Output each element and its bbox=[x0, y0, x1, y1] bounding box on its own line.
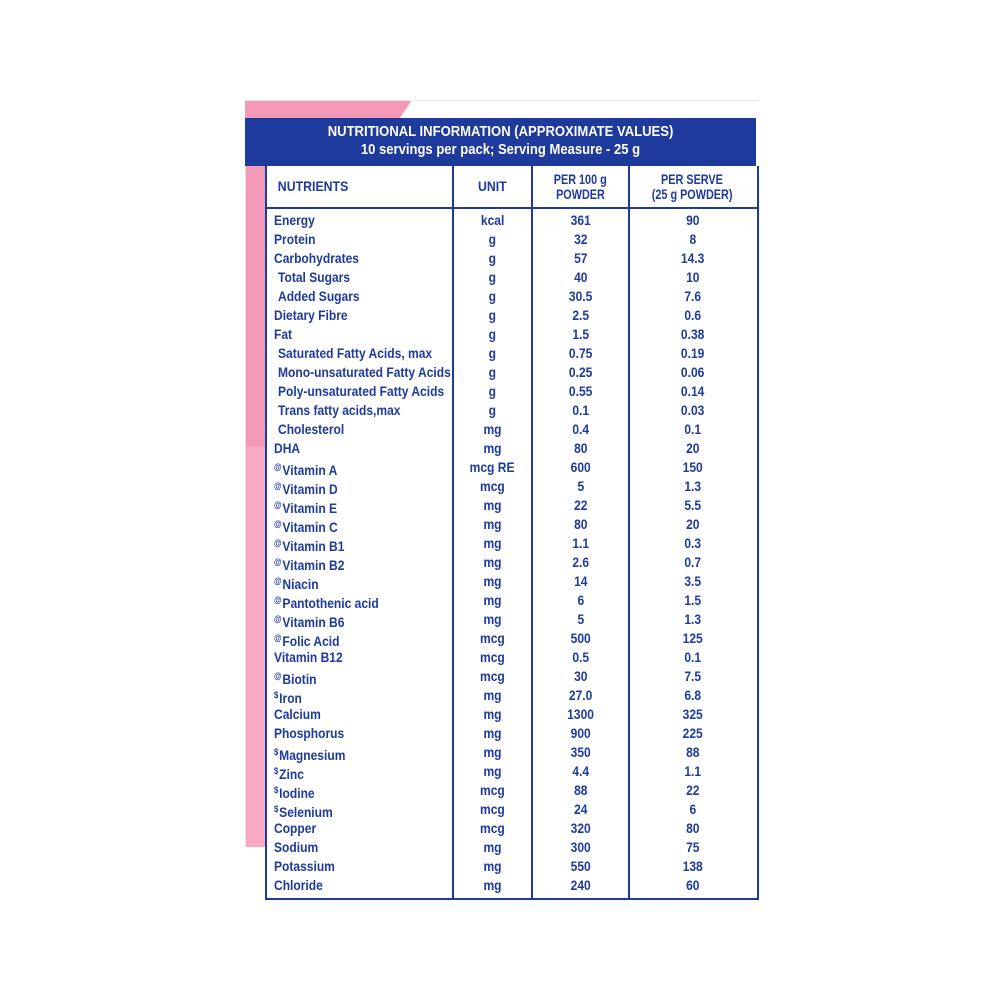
pink-accent-side bbox=[245, 147, 265, 847]
nutrient-name bbox=[274, 591, 396, 610]
header-divider bbox=[267, 207, 757, 209]
value-per-100g: 361 bbox=[570, 212, 591, 228]
table-row bbox=[267, 496, 757, 515]
table-row bbox=[267, 876, 757, 895]
footnote-mark: @ bbox=[274, 481, 282, 491]
value-per-100g: 240 bbox=[570, 877, 591, 893]
nutrient-unit: mg bbox=[483, 725, 502, 741]
value-per-serve: 22 bbox=[685, 782, 700, 798]
nutrient-name bbox=[274, 572, 326, 591]
nutrition-table bbox=[265, 166, 759, 900]
value-per-100g: 300 bbox=[570, 839, 591, 855]
value-per-100g: 5 bbox=[577, 478, 584, 494]
nutrient-unit: mg bbox=[483, 497, 502, 513]
nutrient-label: Copper bbox=[274, 820, 317, 836]
nutrient-unit: mcg bbox=[480, 630, 505, 646]
footnote-mark: $ bbox=[274, 690, 279, 700]
table-row bbox=[267, 439, 757, 458]
value-per-serve: 20 bbox=[685, 516, 700, 532]
nutrient-label: Vitamin B12 bbox=[274, 649, 343, 665]
nutrient-unit: mcg bbox=[480, 801, 505, 817]
table-row bbox=[267, 211, 757, 230]
value-per-serve: 3.5 bbox=[684, 573, 701, 589]
nutrient-label: Chloride bbox=[274, 877, 323, 893]
nutrient-unit: mcg bbox=[480, 820, 505, 836]
nutrient-label: DHA bbox=[274, 440, 301, 456]
pink-accent-top bbox=[245, 100, 757, 118]
nutrient-label: Saturated Fatty Acids, max bbox=[278, 345, 433, 361]
nutrient-unit: g bbox=[488, 231, 497, 247]
nutrient-unit: mg bbox=[483, 516, 502, 532]
nutrient-unit: mg bbox=[483, 877, 502, 893]
table-row bbox=[267, 800, 757, 819]
column-header-unit: UNIT bbox=[478, 178, 507, 194]
table-row bbox=[267, 230, 757, 249]
nutrient-name bbox=[274, 477, 348, 496]
serving-info: 10 servings per pack; Serving Measure - 25 g bbox=[360, 142, 641, 158]
value-per-serve: 0.7 bbox=[684, 554, 701, 570]
value-per-serve: 1.1 bbox=[684, 763, 701, 779]
nutrient-name bbox=[278, 363, 479, 382]
nutrient-unit: mg bbox=[483, 858, 502, 874]
nutrient-unit: mcg bbox=[480, 668, 505, 684]
nutrient-label: Mono-unsaturated Fatty Acids bbox=[278, 364, 451, 380]
nutrient-label: Calcium bbox=[274, 706, 321, 722]
table-row bbox=[267, 477, 757, 496]
nutrient-label: Sodium bbox=[274, 839, 319, 855]
table-row bbox=[267, 610, 757, 629]
table-row bbox=[267, 325, 757, 344]
nutrient-name bbox=[278, 401, 420, 420]
value-per-serve: 80 bbox=[685, 820, 700, 836]
value-per-100g: 32 bbox=[573, 231, 588, 247]
nutrient-unit: mg bbox=[483, 706, 502, 722]
table-row bbox=[267, 838, 757, 857]
value-per-100g: 500 bbox=[570, 630, 591, 646]
nutrient-unit: g bbox=[488, 345, 497, 361]
value-per-100g: 30.5 bbox=[568, 288, 593, 304]
nutrient-name bbox=[274, 230, 322, 249]
nutrient-name bbox=[274, 781, 321, 800]
nutrient-name bbox=[274, 534, 356, 553]
table-row bbox=[267, 724, 757, 743]
value-per-serve: 8 bbox=[689, 231, 696, 247]
nutrient-unit: mg bbox=[483, 421, 502, 437]
nutrient-name bbox=[278, 268, 362, 287]
footnote-mark: $ bbox=[274, 804, 279, 814]
value-per-serve: 225 bbox=[682, 725, 703, 741]
nutrient-name bbox=[274, 211, 321, 230]
nutrient-name bbox=[274, 705, 328, 724]
table-row bbox=[267, 268, 757, 287]
footnote-mark: @ bbox=[274, 614, 282, 624]
nutrient-label: Fat bbox=[274, 326, 293, 342]
value-per-100g: 550 bbox=[570, 858, 591, 874]
table-row bbox=[267, 534, 757, 553]
value-per-serve: 125 bbox=[682, 630, 703, 646]
nutrient-unit: mcg bbox=[480, 782, 505, 798]
nutrient-label: Cholesterol bbox=[278, 421, 345, 437]
table-row bbox=[267, 686, 757, 705]
nutrient-label: Protein bbox=[274, 231, 316, 247]
table-row bbox=[267, 249, 757, 268]
value-per-100g: 600 bbox=[570, 459, 591, 475]
value-per-100g: 0.4 bbox=[572, 421, 589, 437]
nutrient-unit: g bbox=[488, 307, 497, 323]
value-per-serve: 75 bbox=[685, 839, 700, 855]
nutrient-name bbox=[278, 382, 471, 401]
value-per-100g: 80 bbox=[573, 440, 588, 456]
nutrient-unit: g bbox=[488, 402, 497, 418]
nutrient-unit: mcg bbox=[480, 478, 505, 494]
table-row bbox=[267, 420, 757, 439]
table-row bbox=[267, 629, 757, 648]
table-row bbox=[267, 667, 757, 686]
footnote-mark: @ bbox=[274, 671, 282, 681]
nutrient-label: Iodine bbox=[279, 785, 315, 801]
nutrient-name bbox=[274, 857, 345, 876]
table-row bbox=[267, 553, 757, 572]
nutrient-unit: mcg RE bbox=[470, 459, 515, 475]
value-per-serve: 1.3 bbox=[684, 611, 701, 627]
nutrient-label: Vitamin D bbox=[282, 481, 338, 497]
nutrient-label: Phosphorus bbox=[274, 725, 345, 741]
footnote-mark: @ bbox=[274, 519, 282, 529]
nutrient-unit: g bbox=[488, 288, 497, 304]
table-row bbox=[267, 705, 757, 724]
nutrient-unit: mg bbox=[483, 611, 502, 627]
nutrient-name bbox=[274, 306, 360, 325]
nutrient-unit: mg bbox=[483, 554, 502, 570]
value-per-serve: 150 bbox=[682, 459, 703, 475]
value-per-serve: 0.1 bbox=[684, 649, 701, 665]
nutrient-label: Zinc bbox=[279, 766, 304, 782]
nutrient-unit: mg bbox=[483, 592, 502, 608]
column-header-per-100g: PER 100 g POWDER bbox=[553, 170, 608, 202]
nutrient-unit: mg bbox=[483, 687, 502, 703]
nutrient-label: Vitamin B2 bbox=[282, 557, 345, 573]
value-per-100g: 24 bbox=[573, 801, 588, 817]
table-row bbox=[267, 648, 757, 667]
value-per-100g: 14 bbox=[573, 573, 588, 589]
value-per-serve: 7.5 bbox=[684, 668, 701, 684]
table-row bbox=[267, 591, 757, 610]
value-per-serve: 1.5 bbox=[684, 592, 701, 608]
value-per-100g: 0.55 bbox=[568, 383, 593, 399]
value-per-100g: 80 bbox=[573, 516, 588, 532]
nutrient-label: Potassium bbox=[274, 858, 335, 874]
value-per-100g: 22 bbox=[573, 497, 588, 513]
nutrient-unit: kcal bbox=[480, 212, 505, 228]
nutrient-label: Biotin bbox=[282, 671, 317, 687]
value-per-serve: 138 bbox=[682, 858, 703, 874]
value-per-100g: 57 bbox=[573, 250, 588, 266]
nutrient-unit: g bbox=[488, 383, 497, 399]
table-row bbox=[267, 762, 757, 781]
value-per-serve: 10 bbox=[685, 269, 700, 285]
value-per-100g: 0.1 bbox=[572, 402, 589, 418]
footnote-mark: $ bbox=[274, 766, 279, 776]
footnote-mark: $ bbox=[274, 785, 279, 795]
value-per-serve: 0.1 bbox=[684, 421, 701, 437]
nutrient-label: Folic Acid bbox=[282, 633, 340, 649]
nutrition-header bbox=[245, 118, 756, 166]
value-per-serve: 0.38 bbox=[680, 326, 705, 342]
value-per-100g: 88 bbox=[573, 782, 588, 798]
nutrient-label: Selenium bbox=[279, 804, 333, 820]
value-per-100g: 2.6 bbox=[572, 554, 589, 570]
table-row bbox=[267, 287, 757, 306]
nutrient-name bbox=[274, 876, 331, 895]
table-row bbox=[267, 363, 757, 382]
nutrient-label: Magnesium bbox=[279, 747, 346, 763]
nutrient-unit: mg bbox=[483, 763, 502, 779]
value-per-serve: 14.3 bbox=[680, 250, 705, 266]
nutrient-name bbox=[274, 496, 347, 515]
value-per-100g: 40 bbox=[573, 269, 588, 285]
nutrition-title: NUTRITIONAL INFORMATION (APPROXIMATE VALUES) bbox=[327, 124, 674, 140]
value-per-serve: 60 bbox=[685, 877, 700, 893]
value-per-serve: 0.06 bbox=[680, 364, 705, 380]
value-per-100g: 30 bbox=[573, 668, 588, 684]
value-per-100g: 900 bbox=[570, 725, 591, 741]
table-row bbox=[267, 458, 757, 477]
nutrient-label: Added Sugars bbox=[278, 288, 360, 304]
table-row bbox=[267, 857, 757, 876]
value-per-100g: 5 bbox=[577, 611, 584, 627]
nutrient-label: Iron bbox=[279, 690, 302, 706]
nutrient-name bbox=[278, 287, 373, 306]
value-per-serve: 1.3 bbox=[684, 478, 701, 494]
nutrient-label: Vitamin B6 bbox=[282, 614, 345, 630]
table-row bbox=[267, 819, 757, 838]
nutrient-name bbox=[274, 648, 354, 667]
value-per-serve: 7.6 bbox=[684, 288, 701, 304]
table-row bbox=[267, 781, 757, 800]
value-per-serve: 6 bbox=[689, 801, 696, 817]
nutrient-name bbox=[274, 686, 306, 705]
nutrient-name bbox=[274, 800, 342, 819]
nutrient-unit: g bbox=[488, 250, 497, 266]
nutrient-name bbox=[274, 819, 323, 838]
nutrient-name bbox=[274, 743, 357, 762]
footnote-mark: @ bbox=[274, 595, 282, 605]
value-per-serve: 5.5 bbox=[684, 497, 701, 513]
value-per-100g: 4.4 bbox=[572, 763, 589, 779]
nutrient-unit: g bbox=[488, 269, 497, 285]
table-row bbox=[267, 344, 757, 363]
nutrient-label: Poly-unsaturated Fatty Acids bbox=[278, 383, 445, 399]
value-per-serve: 88 bbox=[685, 744, 700, 760]
nutrient-label: Vitamin B1 bbox=[282, 538, 345, 554]
nutrient-label: Vitamin A bbox=[282, 462, 338, 478]
nutrient-label: Carbohydrates bbox=[274, 250, 359, 266]
nutrient-unit: mg bbox=[483, 535, 502, 551]
table-row bbox=[267, 515, 757, 534]
column-header-nutrients: NUTRIENTS bbox=[277, 178, 349, 194]
nutrient-unit: mg bbox=[483, 440, 502, 456]
value-per-serve: 0.14 bbox=[680, 383, 705, 399]
value-per-serve: 0.19 bbox=[680, 345, 705, 361]
nutrient-name bbox=[278, 420, 355, 439]
nutrient-name bbox=[274, 249, 373, 268]
value-per-100g: 2.5 bbox=[572, 307, 589, 323]
nutrient-label: Vitamin E bbox=[282, 500, 338, 516]
nutrient-name bbox=[274, 553, 356, 572]
nutrient-name bbox=[274, 610, 356, 629]
value-per-serve: 0.6 bbox=[684, 307, 701, 323]
value-per-100g: 0.25 bbox=[568, 364, 593, 380]
footnote-mark: @ bbox=[274, 538, 282, 548]
value-per-serve: 0.03 bbox=[680, 402, 705, 418]
nutrient-name bbox=[274, 838, 325, 857]
value-per-100g: 0.5 bbox=[572, 649, 589, 665]
footnote-mark: $ bbox=[274, 747, 279, 757]
value-per-serve: 90 bbox=[685, 212, 700, 228]
nutrient-label: Energy bbox=[274, 212, 315, 228]
table-row bbox=[267, 743, 757, 762]
value-per-100g: 0.75 bbox=[568, 345, 593, 361]
nutrient-name bbox=[274, 724, 356, 743]
value-per-serve: 325 bbox=[682, 706, 703, 722]
nutrient-unit: mg bbox=[483, 744, 502, 760]
nutrient-name bbox=[274, 325, 295, 344]
table-row bbox=[267, 306, 757, 325]
nutrient-label: Dietary Fibre bbox=[274, 307, 348, 323]
nutrient-name bbox=[274, 458, 348, 477]
nutrition-label bbox=[245, 100, 757, 900]
nutrient-name bbox=[274, 439, 304, 458]
nutrient-unit: g bbox=[488, 326, 497, 342]
nutrient-name bbox=[274, 762, 309, 781]
value-per-100g: 1.5 bbox=[572, 326, 589, 342]
nutrient-label: Total Sugars bbox=[278, 269, 351, 285]
nutrient-name bbox=[274, 515, 348, 534]
table-row bbox=[267, 382, 757, 401]
footnote-mark: @ bbox=[274, 633, 282, 643]
value-per-100g: 320 bbox=[570, 820, 591, 836]
value-per-serve: 0.3 bbox=[684, 535, 701, 551]
nutrient-unit: mcg bbox=[480, 649, 505, 665]
column-header-per-serve: PER SERVE (25 g POWDER) bbox=[652, 170, 733, 202]
footnote-mark: @ bbox=[274, 462, 282, 472]
nutrient-label: Vitamin C bbox=[282, 519, 338, 535]
nutrient-name bbox=[274, 629, 350, 648]
footnote-mark: @ bbox=[274, 576, 282, 586]
nutrient-name bbox=[278, 344, 457, 363]
value-per-100g: 27.0 bbox=[568, 687, 593, 703]
nutrient-unit: g bbox=[488, 364, 497, 380]
value-per-100g: 1.1 bbox=[572, 535, 589, 551]
nutrient-label: Niacin bbox=[282, 576, 319, 592]
nutrient-unit: mg bbox=[483, 573, 502, 589]
nutrient-unit: mg bbox=[483, 839, 502, 855]
value-per-serve: 20 bbox=[685, 440, 700, 456]
value-per-100g: 6 bbox=[577, 592, 584, 608]
nutrient-rows bbox=[267, 211, 757, 895]
nutrient-label: Pantothenic acid bbox=[282, 595, 379, 611]
table-row bbox=[267, 401, 757, 420]
footnote-mark: @ bbox=[274, 500, 282, 510]
nutrient-label: Trans fatty acids,max bbox=[278, 402, 401, 418]
value-per-100g: 1300 bbox=[567, 706, 594, 722]
table-row bbox=[267, 572, 757, 591]
footnote-mark: @ bbox=[274, 557, 282, 567]
value-per-serve: 6.8 bbox=[684, 687, 701, 703]
nutrient-name bbox=[274, 667, 323, 686]
value-per-100g: 350 bbox=[570, 744, 591, 760]
